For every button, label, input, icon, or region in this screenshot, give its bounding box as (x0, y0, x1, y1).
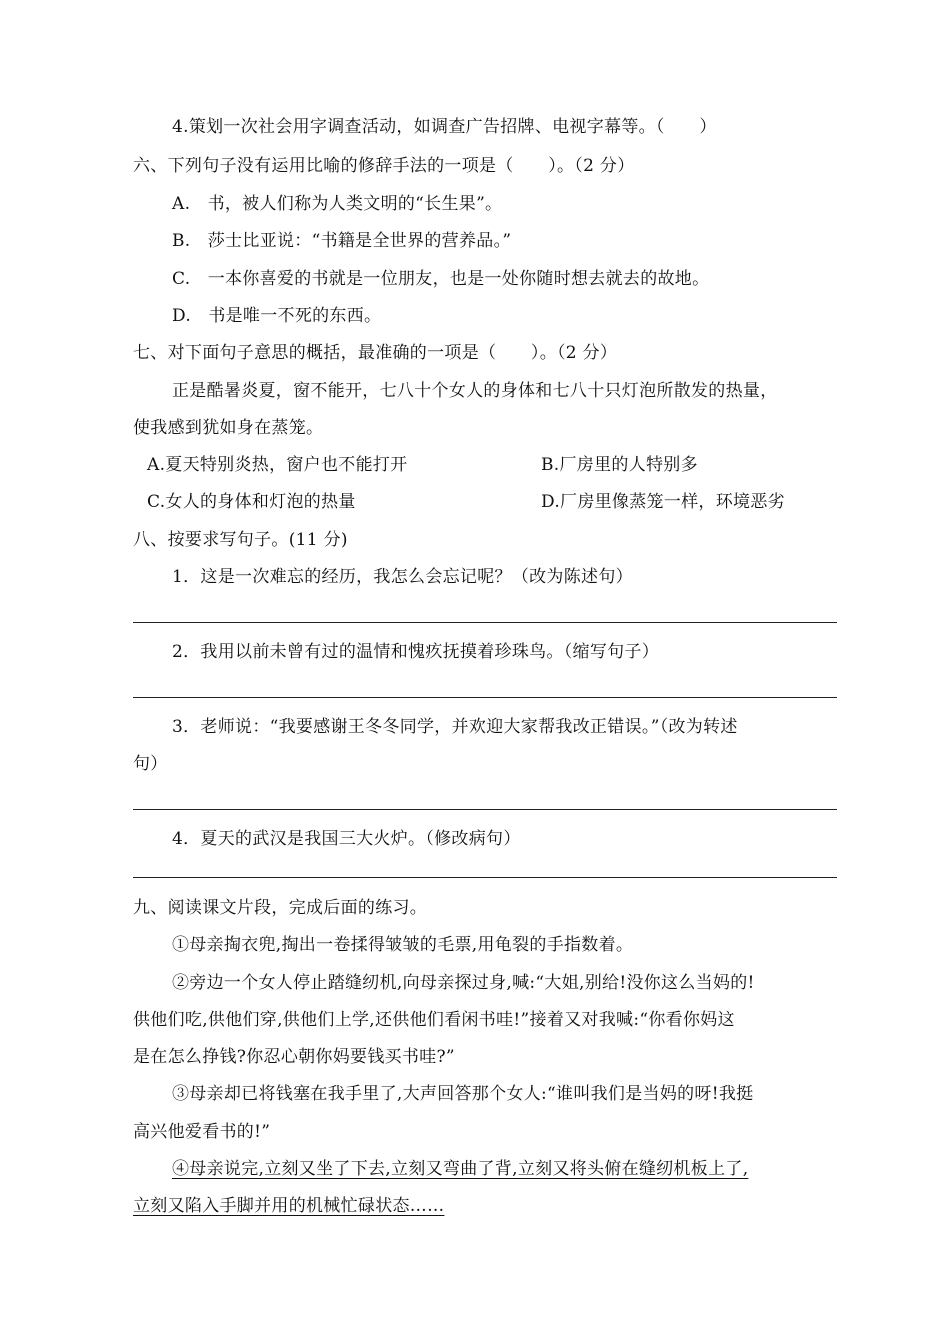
section6-option-d: D. 书是唯一不死的东西。 (172, 306, 382, 326)
passage-paragraph-1: ①母亲掏衣兜,掏出一卷揉得皱皱的毛票,用龟裂的手指数着。 (172, 935, 634, 955)
answer-line-1[interactable] (133, 622, 837, 623)
section9-heading: 九、阅读课文片段，完成后面的练习。 (133, 898, 428, 918)
section6-option-c: C. 一本你喜爱的书就是一位朋友，也是一处你随时想去就去的故地。 (172, 269, 710, 289)
answer-line-2[interactable] (133, 697, 837, 698)
answer-line-3[interactable] (133, 809, 837, 810)
passage-paragraph-2-line3: 是在怎么挣钱?你忍心朝你妈要钱买书哇?” (133, 1047, 455, 1067)
passage-paragraph-3-line2: 高兴他爱看书的!” (133, 1122, 271, 1142)
section8-question-1: 1．这是一次难忘的经历，我怎么会忘记呢？（改为陈述句） (172, 567, 633, 587)
section7-heading: 七、对下面句子意思的概括，最准确的一项是（ ）。（2 分） (133, 343, 618, 363)
passage-paragraph-2-line1: ②旁边一个女人停止踏缝纫机,向母亲探过身,喊:“大姐,别给!没你这么当妈的! (172, 973, 755, 993)
section8-heading: 八、按要求写句子。(11 分) (133, 530, 348, 550)
section6-option-a: A. 书，被人们称为人类文明的“长生果”。 (172, 194, 503, 214)
section5-item4: 4.策划一次社会用字调查活动，如调查广告招牌、电视字幕等。（ ） (172, 117, 717, 137)
section7-passage-line2: 使我感到犹如身在蒸笼。 (133, 418, 324, 438)
passage-paragraph-4-line2-underlined: 立刻又陷入手脚并用的机械忙碌状态…… (133, 1196, 445, 1216)
answer-line-4[interactable] (133, 877, 837, 878)
passage-paragraph-4-line1-underlined: ④母亲说完,立刻又坐了下去,立刻又弯曲了背,立刻又将头俯在缝纫机板上了, (172, 1159, 749, 1179)
section7-option-a: A.夏天特别炎热，窗户也不能打开 (147, 455, 408, 475)
section7-option-b: B.厂房里的人特别多 (541, 455, 698, 475)
section7-option-c: C.女人的身体和灯泡的热量 (147, 492, 356, 512)
section7-option-d: D.厂房里像蒸笼一样，环境恶劣 (541, 492, 785, 512)
section6-option-b: B. 莎士比亚说：“书籍是全世界的营养品。” (172, 231, 512, 251)
passage-paragraph-2-line2: 供他们吃,供他们穿,供他们上学,还供他们看闲书哇!”接着又对我喊:“你看你妈这 (133, 1010, 735, 1030)
section8-question-2: 2．我用以前未曾有过的温情和愧疚抚摸着珍珠鸟。（缩写句子） (172, 642, 660, 662)
section8-question-4: 4．夏天的武汉是我国三大火炉。（修改病句） (172, 829, 521, 849)
section8-question-3-line1: 3．老师说：“我要感谢王冬冬同学，并欢迎大家帮我改正错误。”（改为转述 (172, 717, 738, 737)
passage-paragraph-3-line1: ③母亲却已将钱塞在我手里了,大声回答那个女人:“谁叫我们是当妈的呀!我挺 (172, 1084, 754, 1104)
section7-passage-line1: 正是酷暑炎夏，窗不能开，七八十个女人的身体和七八十只灯泡所散发的热量， (172, 381, 778, 401)
section6-heading: 六、下列句子没有运用比喻的修辞手法的一项是（ ）。（2 分） (133, 156, 635, 176)
section8-question-3-line2: 句） (133, 754, 168, 774)
